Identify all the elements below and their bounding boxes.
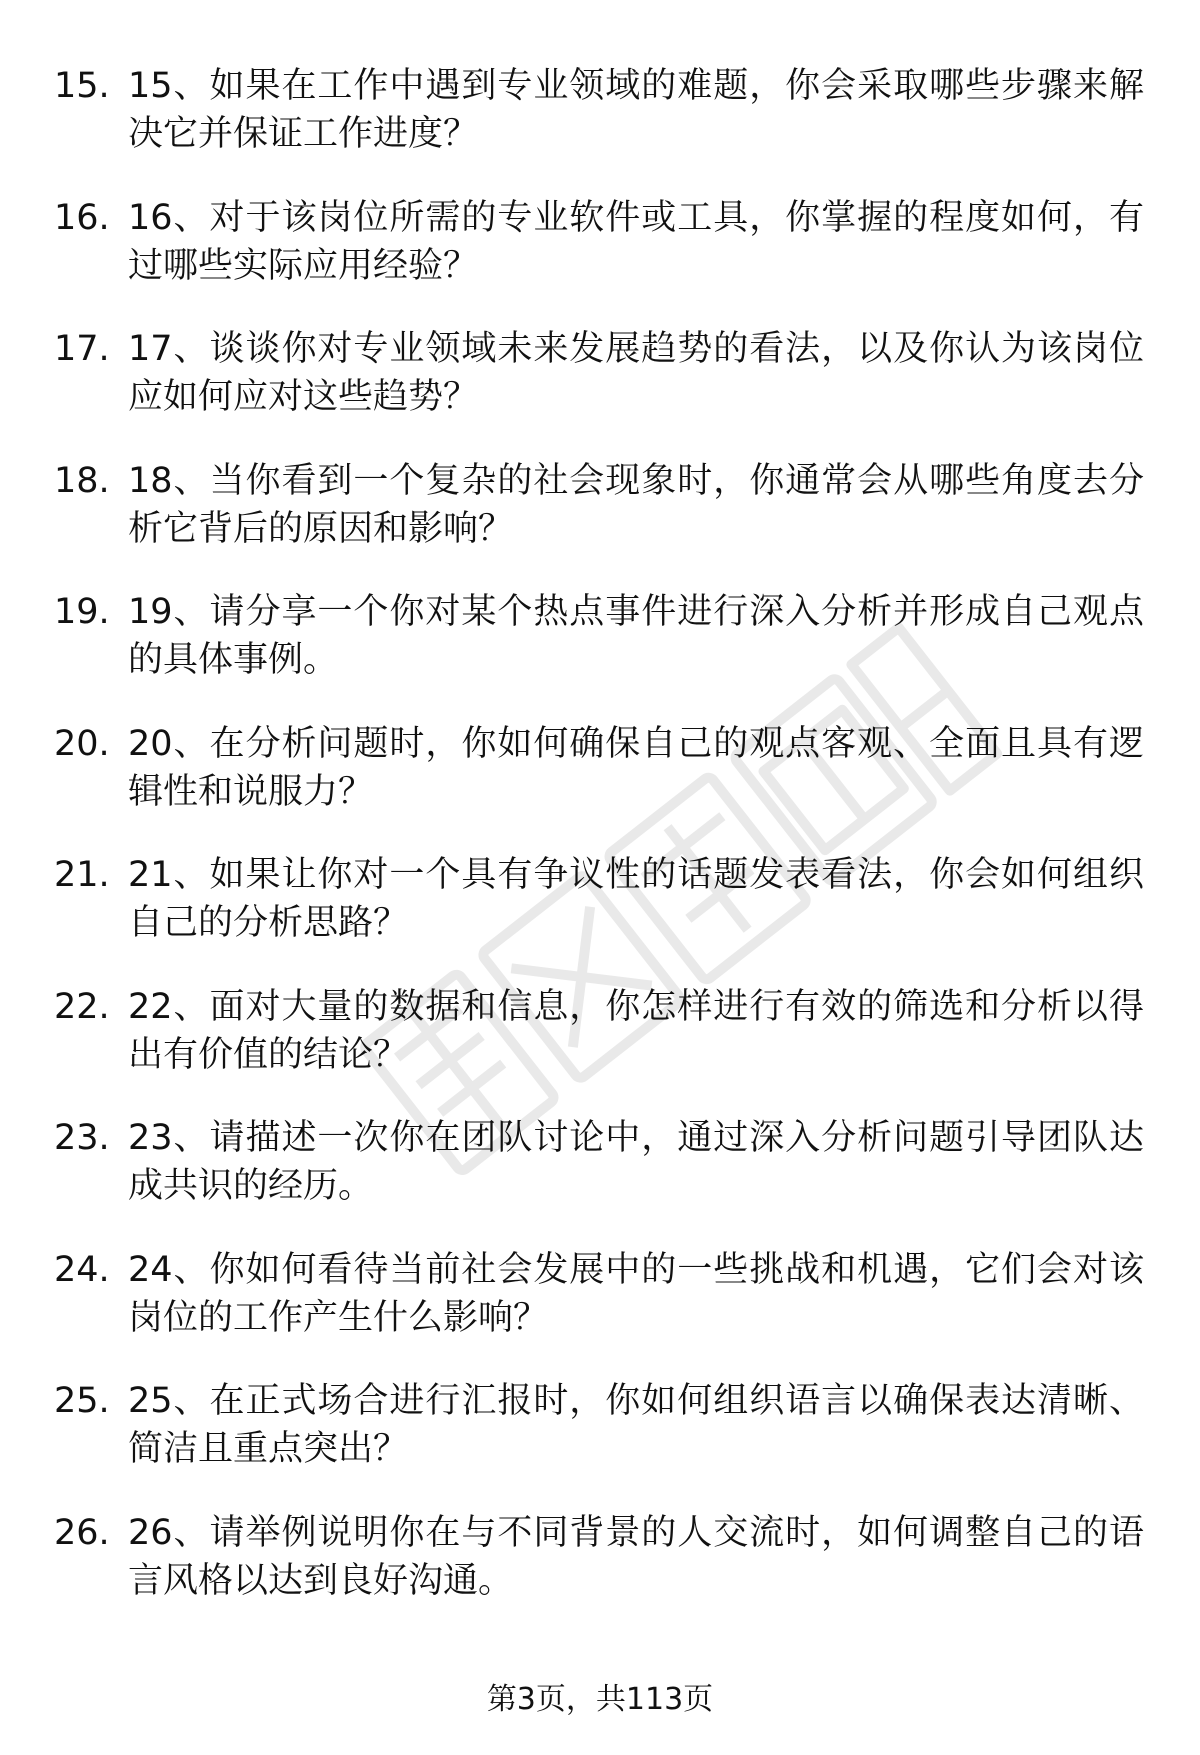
list-item	[0, 62, 1200, 194]
list-item	[0, 325, 1200, 457]
list-item-text: 25、在正式场合进行汇报时，你如何组织语言以确保表达清晰、简洁且重点突出？	[128, 1381, 1144, 1469]
list-item	[0, 983, 1200, 1115]
list-item	[0, 194, 1200, 326]
list-item-number: 19.	[54, 592, 110, 632]
list-item-text: 22、面对大量的数据和信息，你怎样进行有效的筛选和分析以得出有价值的结论？	[128, 986, 1144, 1075]
list-item-number: 23.	[54, 1118, 110, 1158]
list-item	[0, 851, 1200, 983]
list-item-number: 20.	[54, 723, 110, 764]
list-item	[0, 1509, 1200, 1641]
list-item-number: 21.	[54, 855, 110, 895]
question-list	[0, 62, 1200, 1640]
list-item-text: 24、你如何看待当前社会发展中的一些挑战和机遇，它们会对该岗位的工作产生什么影响？	[128, 1249, 1144, 1338]
list-item	[0, 1246, 1200, 1378]
list-item-text: 21、如果让你对一个具有争议性的话题发表看法，你会如何组织自己的分析思路？	[128, 855, 1144, 943]
list-item-number: 22.	[54, 986, 110, 1027]
list-item-number: 18.	[54, 460, 110, 501]
page-number-footer: 第3页，共113页	[486, 1682, 714, 1717]
list-item-text: 17、谈谈你对专业领域未来发展趋势的看法，以及你认为该岗位应如何应对这些趋势？	[128, 329, 1144, 417]
list-item-text: 20、在分析问题时，你如何确保自己的观点客观、全面且具有逻辑性和说服力？	[128, 723, 1144, 812]
list-item-text: 15、如果在工作中遇到专业领域的难题，你会采取哪些步骤来解决它并保证工作进度？	[128, 66, 1144, 154]
list-item	[0, 1377, 1200, 1509]
list-item-number: 17.	[54, 329, 110, 369]
list-item	[0, 588, 1200, 720]
list-item-text: 16、对于该岗位所需的专业软件或工具，你掌握的程度如何，有过哪些实际应用经验？	[128, 197, 1144, 286]
list-item-text: 18、当你看到一个复杂的社会现象时，你通常会从哪些角度去分析它背后的原因和影响？	[128, 460, 1144, 549]
list-item-text: 23、请描述一次你在团队讨论中，通过深入分析问题引导团队达成共识的经历。	[128, 1118, 1144, 1206]
list-item-number: 24.	[54, 1249, 110, 1290]
list-item-text: 19、请分享一个你对某个热点事件进行深入分析并形成自己观点的具体事例。	[128, 592, 1144, 680]
list-item-number: 26.	[54, 1512, 110, 1553]
list-item	[0, 1114, 1200, 1246]
list-item-text: 26、请举例说明你在与不同背景的人交流时，如何调整自己的语言风格以达到良好沟通。	[128, 1512, 1144, 1601]
list-item-number: 25.	[54, 1381, 110, 1421]
list-item-number: 16.	[54, 197, 110, 238]
list-item-number: 15.	[54, 66, 110, 106]
list-item	[0, 720, 1200, 852]
list-item	[0, 457, 1200, 589]
